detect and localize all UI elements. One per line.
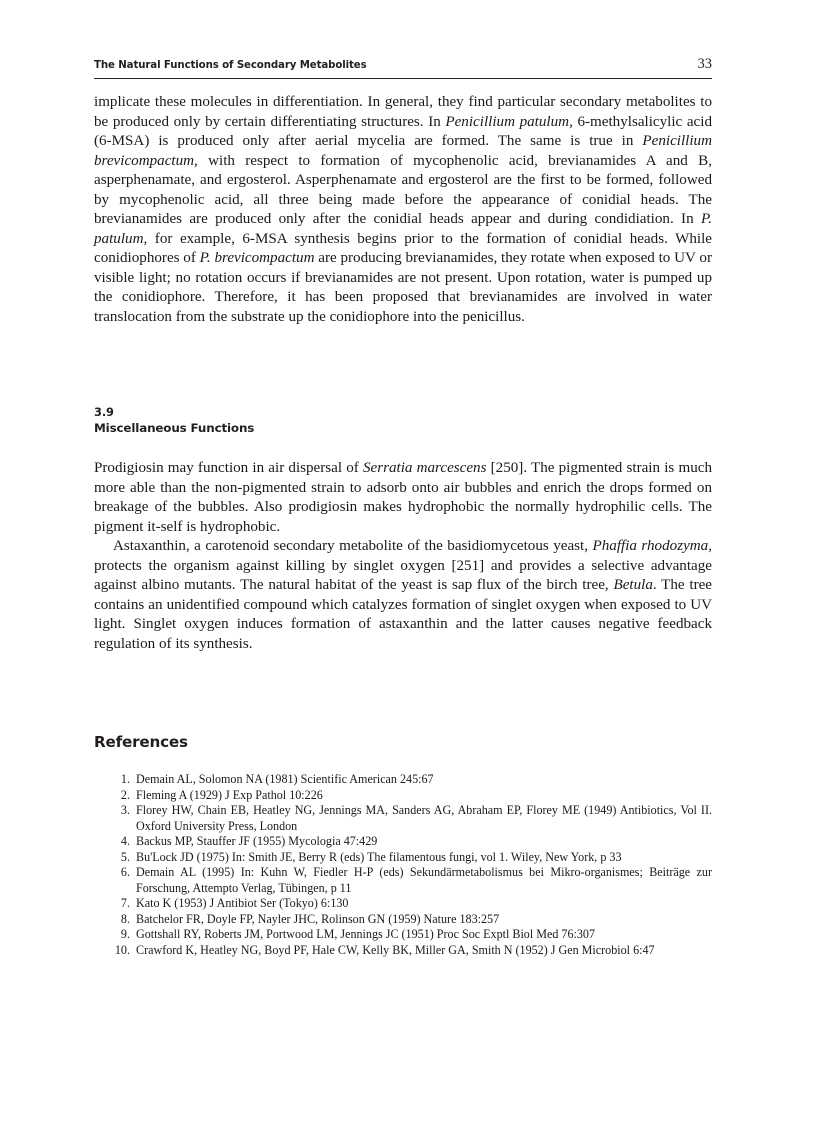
section-heading bbox=[94, 404, 712, 437]
references-heading: References bbox=[94, 733, 188, 751]
reference-number: 7. bbox=[120, 896, 130, 911]
reference-item bbox=[110, 850, 712, 866]
reference-text: Kato K (1953) J Antibiot Ser (Tokyo) 6:130 bbox=[136, 896, 349, 911]
species-name-penicillium-patulum: Penicillium patulum bbox=[445, 113, 570, 130]
paragraph-block-1 bbox=[94, 93, 712, 328]
reference-text: Bu'Lock JD (1975) In: Smith JE, Berry R (eds) The filamentous fungi, vol 1. Wiley, New York, p 33 bbox=[136, 849, 622, 864]
reference-number: 2. bbox=[120, 787, 130, 802]
reference-item bbox=[110, 865, 712, 896]
reference-number: 4. bbox=[120, 834, 130, 849]
species-name-serratia-marcescens: Serratia marcescens bbox=[362, 460, 487, 476]
reference-text: Gottshall RY, Roberts JM, Portwood LM, Jennings JC (1951) Proc Soc Exptl Biol Med 76:307 bbox=[136, 927, 596, 942]
species-name-betula: Betula bbox=[613, 577, 653, 594]
reference-item bbox=[110, 896, 712, 912]
section-title: Miscellaneous Functions bbox=[94, 421, 255, 435]
reference-item bbox=[110, 834, 712, 850]
page-number: 33 bbox=[697, 56, 712, 72]
reference-item bbox=[110, 803, 712, 834]
body-paragraph-2: Prodigiosin may function in air dispersal of Serratia marcescens [250]. The pigmented strain is much more able than the non-pigmented strain to adsorb onto air bubbles and enrich the drops formed on breakage of the bubbles. Also prodigiosin makes hydrophobic the normally hydrophilic cells. The pigment it-self is hydrophobic. bbox=[94, 460, 712, 535]
reference-item bbox=[110, 912, 712, 928]
reference-number: 6. bbox=[120, 865, 130, 880]
reference-text: Backus MP, Stauffer JF (1955) Mycologia 47:429 bbox=[136, 834, 378, 849]
reference-text: Demain AL, Solomon NA (1981) Scientific American 245:67 bbox=[136, 772, 434, 786]
reference-item bbox=[110, 927, 712, 943]
running-header-title: The Natural Functions of Secondary Metabolites bbox=[94, 60, 367, 71]
running-header bbox=[94, 56, 712, 79]
reference-item bbox=[110, 788, 712, 804]
reference-text: Crawford K, Heatley NG, Boyd PF, Hale CW, Kelly BK, Miller GA, Smith N (1952) J Gen Microbiol 6:47 bbox=[136, 943, 655, 958]
reference-number: 10. bbox=[114, 943, 130, 958]
body-paragraph-1: implicate these molecules in differentiation. In general, they find particular secondary metabolites to be produced only by certain differentiating structures. In Penicillium patulum, 6-methylsalicylic acid (6-MSA) is produced only after aerial mycelia are formed. The same is true in Penicillium brevicompactum, with respect to formation of mycophenolic acid, brevianamides A and B, asperphenamate, and ergosterol. Asperphenamate and ergosterol are the first to be formed, followed by mycophenolic acid, all three being made before the appearance of conidial heads. The brevianamides are produced only after the conidial heads appear and during condidiation. In P. patulum, for example, 6-MSA synthesis begins prior to the formation of conidial heads. While conidiophores of P. brevicompactum are producing brevianamides, they rotate when exposed to UV or visible light; no rotation occurs if brevianamides are not present. Upon rotation, water is pumped up the conidiophore. Therefore, it has been proposed that brevianamides are involved in water translocation from the substrate up the conidiophore into the penicillus. bbox=[94, 94, 712, 326]
reference-text: Florey HW, Chain EB, Heatley NG, Jennings MA, Sanders AG, Abraham EP, Florey ME (1949) Antibiotics, Vol II. Oxford University Press, London bbox=[136, 803, 712, 833]
reference-text: Demain AL (1995) In: Kuhn W, Fiedler H-P (eds) Sekundärmetabolismus bei Mikro-organismes; Beiträge zur Forschung, Attempto Verlag, Tübingen, p 11 bbox=[136, 865, 712, 895]
reference-number: 1. bbox=[120, 772, 130, 786]
paragraph-block-2 bbox=[94, 459, 712, 654]
species-name-penicillium-brevicompactum: Penicillium brevicompactum bbox=[94, 133, 712, 169]
species-name-p-patulum: P. patulum bbox=[94, 211, 712, 247]
body-paragraph-3: Astaxanthin, a carotenoid secondary metabolite of the basidiomycetous yeast, Phaffia rhodozyma, protects the organism against killing by singlet oxygen [251] and provides a selective advantage against albino mutants. The natural habitat of the yeast is sap flux of the birch tree, Betula. The tree contains an unidentified compound which catalyzes formation of singlet oxygen when exposed to UV light. Singlet oxygen induces formation of astaxanthin and the latter causes negative feedback regulation of its synthesis. bbox=[94, 538, 713, 652]
species-name-p-brevicompactum: P. brevicompactum bbox=[199, 250, 315, 267]
reference-number: 9. bbox=[120, 927, 130, 942]
reference-text: Fleming A (1929) J Exp Pathol 10:226 bbox=[136, 787, 323, 802]
reference-number: 5. bbox=[120, 849, 130, 864]
species-name-phaffia-rhodozyma: Phaffia rhodozyma bbox=[592, 538, 709, 555]
reference-number: 3. bbox=[120, 803, 130, 818]
section-number: 3.9 bbox=[94, 405, 114, 419]
references-list bbox=[110, 772, 712, 959]
reference-text: Batchelor FR, Doyle FP, Nayler JHC, Rolinson GN (1959) Nature 183:257 bbox=[136, 911, 500, 926]
reference-item bbox=[110, 772, 712, 788]
reference-item bbox=[110, 943, 712, 959]
reference-number: 8. bbox=[120, 911, 130, 926]
